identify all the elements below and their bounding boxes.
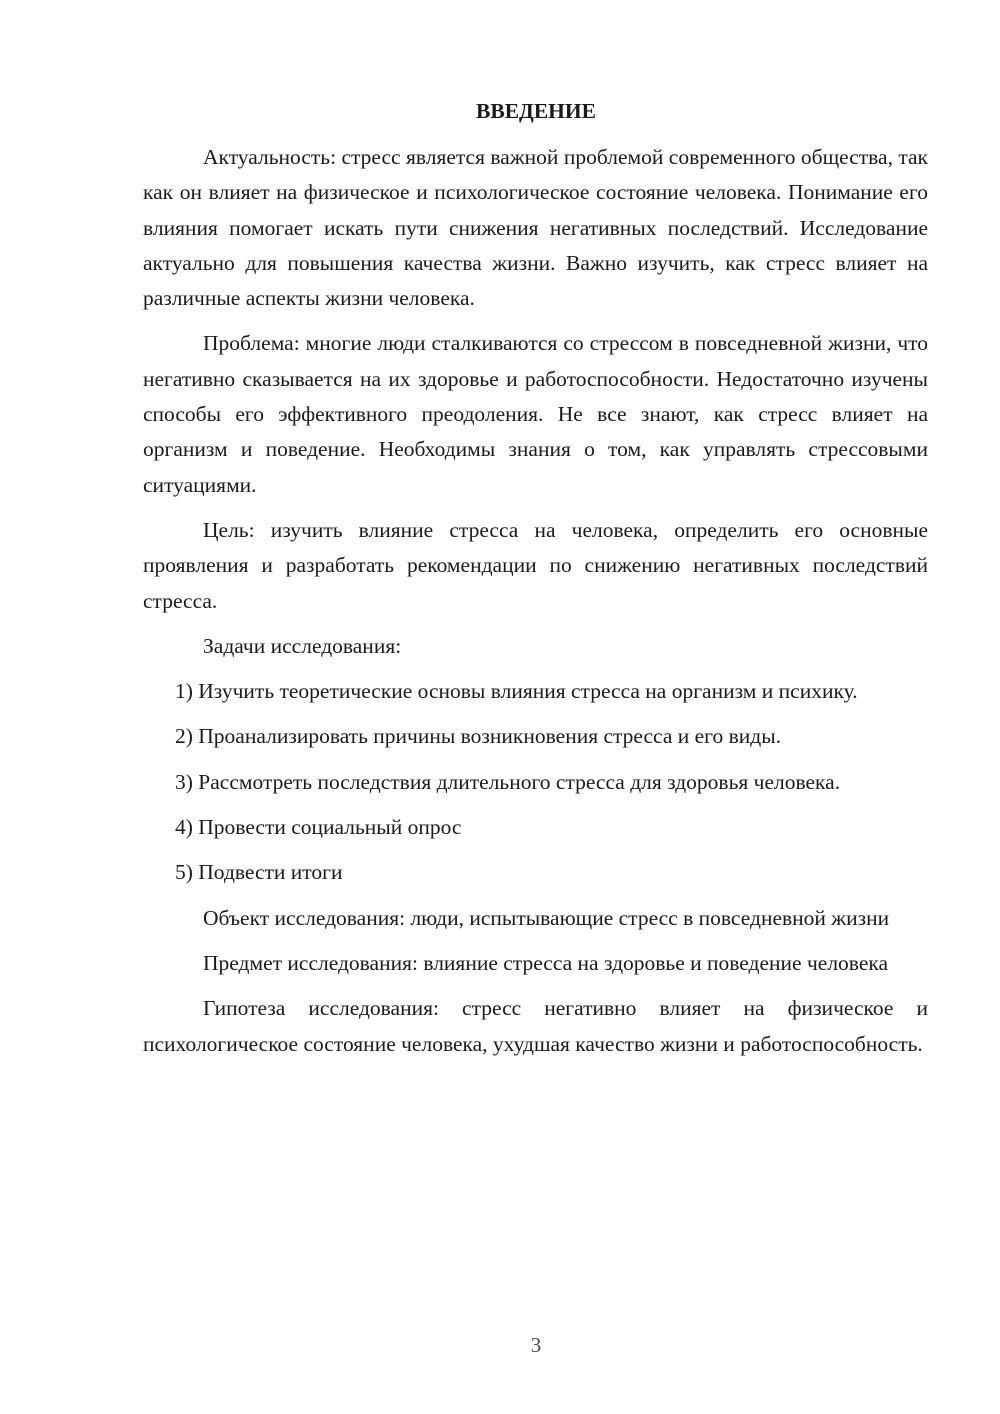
- page-number: 3: [530, 1333, 542, 1357]
- task-item-3: 3) Рассмотреть последствия длительного стресса для здоровья человека.: [175, 769, 841, 794]
- tasks-heading: Задачи исследования:: [203, 633, 402, 658]
- task-item-2: 2) Проанализировать причины возникновения стресса и его виды.: [175, 724, 782, 749]
- goal-paragraph: Цель: изучить влияние стресса на человека, определить его основные проявления и разработать рекомендации по снижению негативных последствий стресса.: [143, 517, 928, 613]
- object-paragraph: Объект исследования: люди, испытывающие стресс в повседневной жизни: [203, 905, 890, 930]
- task-item-1: 1) Изучить теоретические основы влияния стресса на организм и психику.: [175, 679, 858, 704]
- section-heading: ВВЕДЕНИЕ: [476, 99, 596, 123]
- task-item-4: 4) Провести социальный опрос: [175, 815, 462, 840]
- problem-paragraph: Проблема: многие люди сталкиваются со стрессом в повседневной жизни, что негативно сказывается на их здоровье и работоспособности. Недостаточно изучены способы его эффективного преодоления. Не все знают, как стресс влияет на организм и поведение. Необходимы знания о том, как управлять стрессовыми ситуациями.: [143, 331, 928, 497]
- document-body: [143, 140, 928, 1062]
- relevance-paragraph: Актуальность: стресс является важной проблемой современного общества, так как он влияет на физическое и психологическое состояние человека. Понимание его влияния помогает искать пути снижения негативных последствий. Исследование актуально для повышения качества жизни. Важно изучить, как стресс влияет на различные аспекты жизни человека.: [143, 145, 928, 311]
- hypothesis-paragraph: Гипотеза исследования: стресс негативно влияет на физическое и психологическое состояние человека, ухудшая качество жизни и работоспособность.: [143, 996, 928, 1056]
- subject-paragraph: Предмет исследования: влияние стресса на здоровье и поведение человека: [203, 950, 889, 975]
- task-item-5: 5) Подвести итоги: [175, 860, 343, 885]
